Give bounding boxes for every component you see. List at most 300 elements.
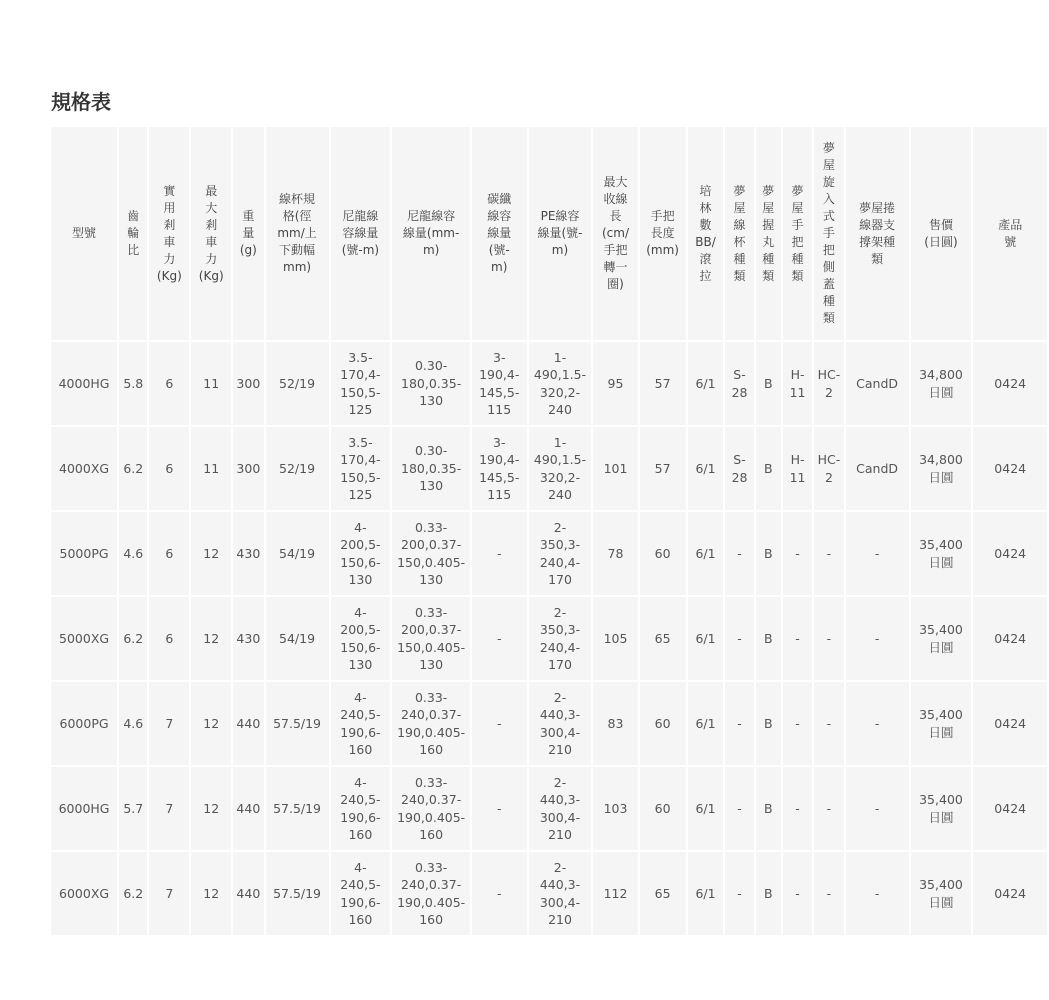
col-practical-drag-cell [149,767,189,850]
col-handle-length-cell [640,597,686,680]
cell-value: 6 [165,630,174,646]
table-row [51,427,1047,510]
cell-value: 12 [203,545,220,561]
col-price-cell [911,852,972,935]
cell-value: 5000XG [59,630,110,646]
table-row [51,342,1047,425]
col-weight-cell [233,597,263,680]
cell-value: 6000HG [58,800,110,816]
cell-value: - [826,545,832,561]
cell-value: 12 [203,885,220,901]
header-label: 最 大 剎 車 力 (Kg) [198,183,224,283]
cell-value: 0.30- 180,0.35- 130 [401,358,462,409]
header-label: 產品 號 [998,217,1023,249]
col-price-cell [911,342,972,425]
col-bearings-cell [688,767,724,850]
col-product-code-cell [973,512,1047,595]
col-pe-capacity-cell [529,767,592,850]
col-yumeya-knob-cell [756,682,781,765]
col-yumeya-handle-cell [783,852,812,935]
col-product-code-cell [973,767,1047,850]
cell-value: 0.33- 240,0.37- 190,0.405- 160 [397,774,466,842]
header-label: 夢 屋 旋 入 式 手 把 側 蓋 種 類 [822,141,835,325]
cell-value: - [874,545,880,561]
col-model-header [51,127,117,340]
cell-value: - [795,715,800,731]
col-practical-drag-cell [149,682,189,765]
cell-value: 2- 440,3- 300,4- 210 [539,689,581,757]
cell-value: 6/1 [695,630,716,646]
cell-value: 6/1 [695,545,716,561]
cell-value: 6000XG [59,885,110,901]
col-weight-cell [233,767,263,850]
cell-value: 11 [203,375,220,391]
col-yumeya-handle-cell [783,682,812,765]
table-row [51,767,1047,850]
cell-value: - [795,630,800,646]
col-yumeya-cap-cell [814,852,843,935]
cell-value: 35,400 日圓 [919,792,963,825]
cell-value: H- 11 [789,367,806,400]
header-label: 重 量 (g) [239,209,257,257]
col-spool-size-header [266,127,329,340]
col-bearings-cell [688,852,724,935]
col-model-cell [51,682,117,765]
col-nylon-capacity-mm-cell [392,852,470,935]
cell-value: - [874,715,880,731]
col-pe-capacity-cell [529,852,592,935]
cell-value: 3- 190,4- 145,5- 115 [479,434,520,502]
cell-value: 6/1 [695,715,716,731]
col-spool-size-cell [266,767,329,850]
cell-value: 83 [607,715,624,731]
col-nylon-capacity-mm-cell [392,597,470,680]
table-row [51,597,1047,680]
cell-value: 4000XG [59,460,110,476]
col-price-header [911,127,972,340]
col-yumeya-stand-cell [846,427,909,510]
col-spool-size-cell [266,597,329,680]
col-max-drag-cell [191,427,231,510]
cell-value: 0.33- 200,0.37- 150,0.405- 130 [397,519,466,587]
cell-value: 57 [654,375,671,391]
cell-value: 6.2 [123,460,144,476]
col-max-drag-cell [191,512,231,595]
col-model-cell [51,597,117,680]
cell-value: - [737,800,742,816]
col-yumeya-stand-cell [846,767,909,850]
col-yumeya-stand-cell [846,682,909,765]
cell-value: - [737,885,742,901]
col-yumeya-knob-cell [756,597,781,680]
cell-value: 12 [203,715,220,731]
col-nylon-capacity-no-cell [331,767,391,850]
col-spool-size-cell [266,512,329,595]
col-gear-ratio-cell [119,597,147,680]
cell-value: S- 28 [731,367,748,400]
cell-value: 300 [236,460,261,476]
cell-value: 35,400 日圓 [919,622,963,655]
col-yumeya-stand-cell [846,342,909,425]
page-title: 規格表 [51,90,111,114]
table-row [51,682,1047,765]
col-nylon-capacity-no-cell [331,597,391,680]
col-weight-cell [233,682,263,765]
cell-value: - [826,885,832,901]
cell-value: CandD [856,460,899,476]
cell-value: 2- 440,3- 300,4- 210 [539,859,581,927]
col-model-cell [51,512,117,595]
cell-value: 65 [654,885,671,901]
col-max-drag-cell [191,342,231,425]
spec-table-viewport[interactable] [51,127,1027,927]
cell-value: B [763,545,773,561]
col-fluorocarbon-capacity-cell [472,342,527,425]
col-pe-capacity-cell [529,427,592,510]
header-label: 售價 (日圓) [924,217,958,249]
cell-value: B [763,885,773,901]
cell-value: 35,400 日圓 [919,537,963,570]
col-nylon-capacity-mm-cell [392,682,470,765]
col-spool-size-cell [266,427,329,510]
cell-value: - [496,545,502,561]
col-bearings-cell [688,597,724,680]
cell-value: 78 [607,545,624,561]
col-nylon-capacity-mm-header [392,127,470,340]
cell-value: B [763,800,773,816]
col-yumeya-spool-cell [725,682,753,765]
col-nylon-capacity-no-cell [331,682,391,765]
col-product-code-cell [973,682,1047,765]
col-yumeya-knob-header [756,127,781,340]
cell-value: - [496,800,502,816]
cell-value: 0424 [994,545,1027,561]
header-label: 培 林 數 BB/ 滾 拉 [695,183,716,283]
col-max-retrieve-cell [593,512,637,595]
cell-value: 0424 [994,800,1027,816]
cell-value: 57.5/19 [273,715,322,731]
cell-value: 4000HG [58,375,110,391]
col-practical-drag-cell [149,852,189,935]
col-yumeya-stand-cell [846,512,909,595]
col-spool-size-cell [266,852,329,935]
col-product-code-cell [973,852,1047,935]
cell-value: 4.6 [123,545,144,561]
col-yumeya-handle-cell [783,342,812,425]
header-label: 最大 收線 長 (cm/ 手把 轉一 圈) [601,175,629,291]
col-nylon-capacity-mm-cell [392,767,470,850]
col-max-retrieve-cell [593,342,637,425]
col-gear-ratio-cell [119,852,147,935]
cell-value: - [826,715,832,731]
col-gear-ratio-cell [119,427,147,510]
cell-value: 0424 [994,715,1027,731]
cell-value: B [763,375,773,391]
col-handle-length-cell [640,852,686,935]
col-price-cell [911,427,972,510]
cell-value: 60 [654,715,671,731]
cell-value: 11 [203,460,220,476]
cell-value: H- 11 [789,452,806,485]
table-header-row [51,127,1047,340]
col-yumeya-cap-cell [814,427,843,510]
col-yumeya-cap-cell [814,597,843,680]
col-yumeya-knob-cell [756,342,781,425]
col-pe-capacity-header [529,127,592,340]
cell-value: 0424 [994,460,1027,476]
cell-value: 52/19 [279,375,316,391]
col-yumeya-handle-cell [783,427,812,510]
col-yumeya-spool-cell [725,597,753,680]
cell-value: 4- 240,5- 190,6- 160 [340,859,381,927]
cell-value: 1- 490,1.5- 320,2- 240 [533,434,587,502]
col-yumeya-stand-cell [846,597,909,680]
cell-value: 0424 [994,630,1027,646]
col-price-cell [911,597,972,680]
col-yumeya-knob-cell [756,427,781,510]
cell-value: S- 28 [731,452,748,485]
cell-value: 5.8 [123,375,144,391]
cell-value: 0424 [994,885,1027,901]
cell-value: 1- 490,1.5- 320,2- 240 [533,349,587,417]
header-label: 夢 屋 線 杯 種 類 [733,183,746,283]
header-label: 夢 屋 手 把 種 類 [791,183,804,283]
col-product-code-cell [973,597,1047,680]
col-weight-cell [233,342,263,425]
col-yumeya-cap-cell [814,512,843,595]
col-model-cell [51,427,117,510]
col-fluorocarbon-capacity-header [472,127,527,340]
col-gear-ratio-cell [119,512,147,595]
col-handle-length-header [640,127,686,340]
cell-value: 54/19 [279,545,316,561]
col-product-code-cell [973,342,1047,425]
cell-value: 12 [203,630,220,646]
cell-value: 440 [236,800,261,816]
col-fluorocarbon-capacity-cell [472,512,527,595]
header-label: 碳纖 線容 線量 (號- m) [487,192,512,274]
cell-value: - [795,800,800,816]
cell-value: 54/19 [279,630,316,646]
cell-value: 6 [165,545,174,561]
col-max-drag-cell [191,682,231,765]
col-practical-drag-cell [149,512,189,595]
col-pe-capacity-cell [529,342,592,425]
col-practical-drag-header [149,127,189,340]
cell-value: B [763,715,773,731]
col-handle-length-cell [640,682,686,765]
cell-value: 0424 [994,375,1027,391]
cell-value: HC- 2 [817,367,841,400]
col-max-retrieve-cell [593,427,637,510]
col-practical-drag-cell [149,427,189,510]
col-bearings-cell [688,427,724,510]
cell-value: 4- 200,5- 150,6- 130 [340,604,381,672]
col-practical-drag-cell [149,597,189,680]
col-product-code-header [973,127,1047,340]
cell-value: 57.5/19 [273,800,322,816]
cell-value: - [737,545,742,561]
col-yumeya-knob-cell [756,852,781,935]
col-gear-ratio-cell [119,767,147,850]
col-yumeya-handle-cell [783,767,812,850]
cell-value: 34,800 日圓 [919,452,963,485]
cell-value: - [874,800,880,816]
cell-value: 0.33- 240,0.37- 190,0.405- 160 [397,859,466,927]
col-bearings-cell [688,682,724,765]
cell-value: 6/1 [695,375,716,391]
col-yumeya-spool-cell [725,767,753,850]
col-max-drag-cell [191,767,231,850]
cell-value: - [826,630,832,646]
cell-value: 0.33- 240,0.37- 190,0.405- 160 [397,689,466,757]
cell-value: 3.5- 170,4- 150,5- 125 [340,434,381,502]
col-yumeya-spool-cell [725,427,753,510]
col-gear-ratio-header [119,127,147,340]
cell-value: 34,800 日圓 [919,367,963,400]
col-yumeya-cap-cell [814,682,843,765]
cell-value: 4- 200,5- 150,6- 130 [340,519,381,587]
header-label: 夢屋捲 線器支 撐架種 類 [859,200,896,266]
col-yumeya-handle-header [783,127,812,340]
header-label: 線杯規 格(徑 mm/上 下動幅 mm) [277,192,317,274]
cell-value: 430 [236,630,261,646]
col-weight-cell [233,512,263,595]
cell-value: - [737,630,742,646]
col-weight-cell [233,852,263,935]
cell-value: - [874,885,880,901]
header-label: 手把 長度 (mm) [646,209,679,257]
header-label: 尼龍線容 線量(mm- m) [402,209,460,257]
col-nylon-capacity-no-header [331,127,391,340]
col-nylon-capacity-mm-cell [392,512,470,595]
col-max-drag-cell [191,597,231,680]
col-yumeya-stand-header [846,127,909,340]
col-handle-length-cell [640,427,686,510]
cell-value: 2- 350,3- 240,4- 170 [539,519,581,587]
cell-value: 3.5- 170,4- 150,5- 125 [340,349,381,417]
col-yumeya-handle-cell [783,512,812,595]
col-yumeya-spool-cell [725,512,753,595]
col-max-retrieve-header [593,127,637,340]
col-max-retrieve-cell [593,852,637,935]
cell-value: 35,400 日圓 [919,707,963,740]
cell-value: 35,400 日圓 [919,877,963,910]
cell-value: 101 [603,460,628,476]
cell-value: 6000PG [59,715,109,731]
col-handle-length-cell [640,767,686,850]
col-nylon-capacity-no-cell [331,512,391,595]
cell-value: 430 [236,545,261,561]
col-fluorocarbon-capacity-cell [472,767,527,850]
col-max-retrieve-cell [593,682,637,765]
col-yumeya-knob-cell [756,512,781,595]
cell-value: B [763,630,773,646]
cell-value: 5.7 [123,800,144,816]
col-nylon-capacity-mm-cell [392,342,470,425]
cell-value: 4- 240,5- 190,6- 160 [340,689,381,757]
cell-value: CandD [856,375,899,391]
cell-value: 0.33- 200,0.37- 150,0.405- 130 [397,604,466,672]
cell-value: 65 [654,630,671,646]
cell-value: 6/1 [695,885,716,901]
cell-value: 440 [236,715,261,731]
cell-value: - [496,885,502,901]
cell-value: 5000PG [59,545,109,561]
col-max-retrieve-cell [593,597,637,680]
cell-value: 95 [607,375,624,391]
cell-value: 300 [236,375,261,391]
cell-value: 57.5/19 [273,885,322,901]
col-weight-cell [233,427,263,510]
col-price-cell [911,682,972,765]
col-max-drag-header [191,127,231,340]
cell-value: - [496,715,502,731]
cell-value: 6/1 [695,460,716,476]
cell-value: B [763,460,773,476]
cell-value: 6 [165,460,174,476]
cell-value: 4- 240,5- 190,6- 160 [340,774,381,842]
col-handle-length-cell [640,342,686,425]
cell-value: - [874,630,880,646]
col-model-cell [51,342,117,425]
cell-value: HC- 2 [817,452,841,485]
cell-value: 112 [603,885,628,901]
col-spool-size-cell [266,682,329,765]
cell-value: 2- 350,3- 240,4- 170 [539,604,581,672]
col-bearings-header [688,127,724,340]
cell-value: 52/19 [279,460,316,476]
col-bearings-cell [688,512,724,595]
col-yumeya-knob-cell [756,767,781,850]
cell-value: 60 [654,545,671,561]
col-spool-size-cell [266,342,329,425]
col-practical-drag-cell [149,342,189,425]
cell-value: - [795,885,800,901]
cell-value: 103 [603,800,628,816]
col-product-code-cell [973,427,1047,510]
cell-value: 60 [654,800,671,816]
col-fluorocarbon-capacity-cell [472,427,527,510]
col-yumeya-cap-cell [814,767,843,850]
spec-table [49,125,1049,937]
col-gear-ratio-cell [119,682,147,765]
col-price-cell [911,767,972,850]
col-nylon-capacity-no-cell [331,852,391,935]
col-fluorocarbon-capacity-cell [472,682,527,765]
cell-value: 2- 440,3- 300,4- 210 [539,774,581,842]
col-bearings-cell [688,342,724,425]
cell-value: 7 [165,885,174,901]
cell-value: 3- 190,4- 145,5- 115 [479,349,520,417]
col-max-retrieve-cell [593,767,637,850]
cell-value: - [826,800,832,816]
header-label: 齒 輪 比 [127,209,140,257]
cell-value: 7 [165,715,174,731]
col-price-cell [911,512,972,595]
col-weight-header [233,127,263,340]
col-yumeya-spool-cell [725,342,753,425]
col-yumeya-cap-header [814,127,843,340]
cell-value: 6 [165,375,174,391]
col-nylon-capacity-no-cell [331,342,391,425]
cell-value: 4.6 [123,715,144,731]
cell-value: - [737,715,742,731]
col-pe-capacity-cell [529,597,592,680]
cell-value: 6.2 [123,885,144,901]
header-label: 實 用 剎 車 力 (Kg) [156,183,182,283]
cell-value: 6/1 [695,800,716,816]
